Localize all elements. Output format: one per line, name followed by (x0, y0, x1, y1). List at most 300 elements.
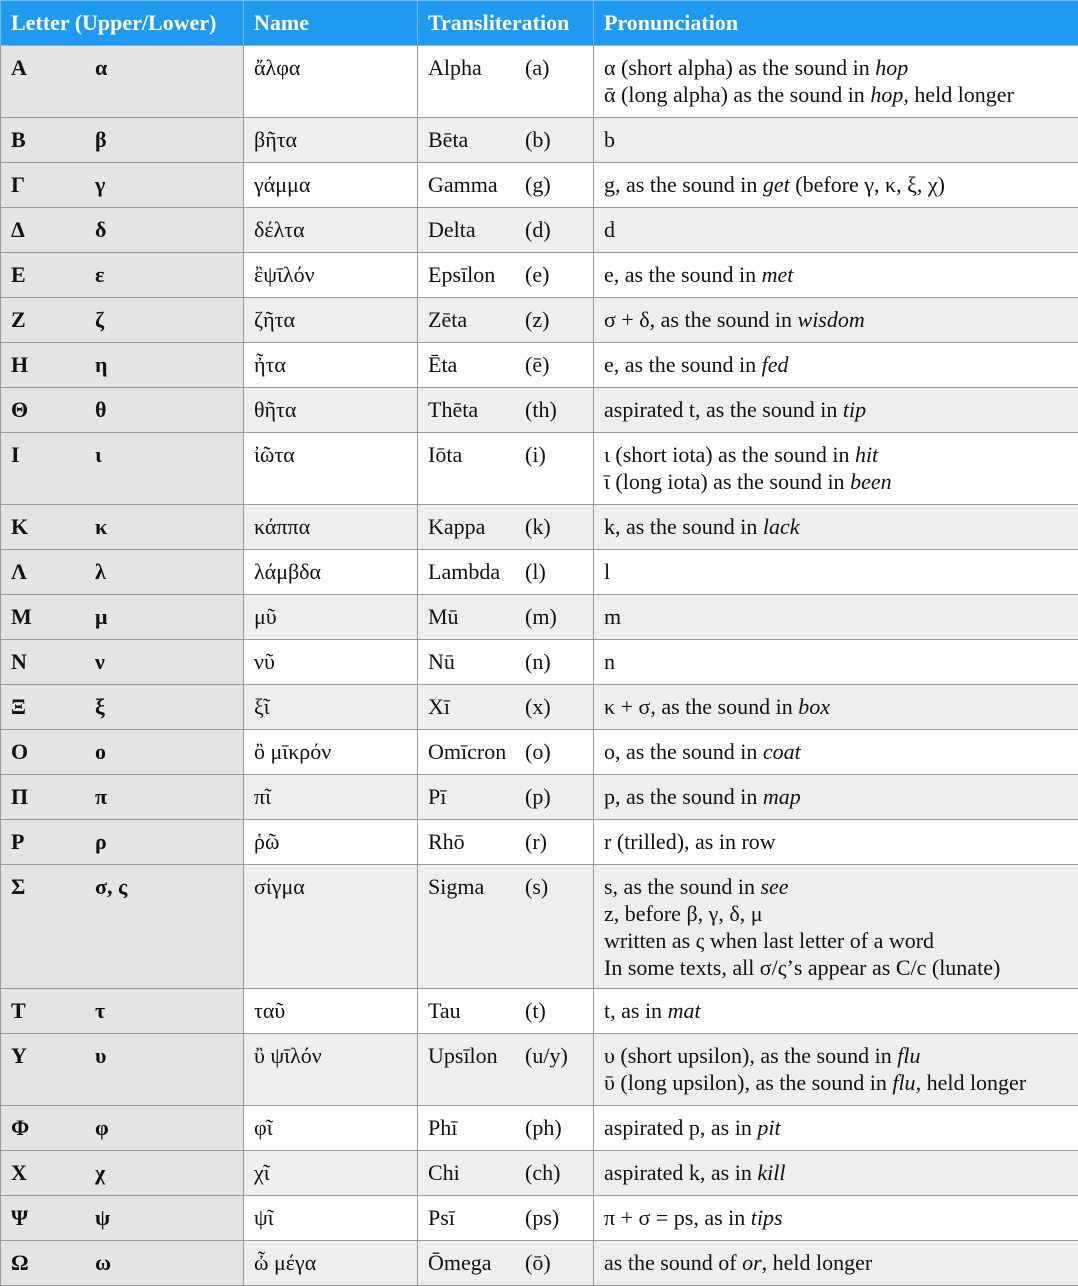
transliterated-name: Nū (428, 648, 525, 675)
pronunciation-text: ι (short iota) as the sound in (604, 442, 855, 467)
uppercase-letter: Ο (11, 738, 95, 765)
uppercase-letter: Υ (11, 1042, 95, 1069)
pronunciation-text: t, as in (604, 998, 668, 1023)
pronunciation-line (604, 954, 1068, 981)
pronunciation-line (604, 603, 1068, 630)
letter-cell (1, 775, 244, 820)
pronunciation-line (604, 900, 1068, 927)
pronunciation-cell (594, 1241, 1078, 1286)
transliteration-cell (418, 118, 594, 163)
name-cell (244, 1151, 418, 1196)
example-word: get (763, 172, 790, 197)
letter-cell (1, 118, 244, 163)
example-word: hop (870, 82, 903, 107)
pronunciation-line (604, 693, 1068, 720)
letter-cell (1, 730, 244, 775)
name-cell (244, 505, 418, 550)
pronunciation-text: aspirated p, as in (604, 1115, 757, 1140)
name-cell (244, 208, 418, 253)
pronunciation-line (604, 351, 1068, 378)
pronunciation-text: p, as the sound in (604, 784, 763, 809)
pronunciation-line (604, 558, 1068, 585)
greek-name: χῖ (244, 1151, 417, 1192)
transliteration-cell (418, 1106, 594, 1151)
name-cell (244, 253, 418, 298)
pronunciation-cell (594, 595, 1078, 640)
name-cell (244, 1106, 418, 1151)
name-cell (244, 1196, 418, 1241)
uppercase-letter: Ξ (11, 693, 95, 720)
table-row (1, 505, 1078, 550)
transliteration-cell (418, 208, 594, 253)
letter-cell (1, 388, 244, 433)
letter-cell (1, 595, 244, 640)
pronunciation-text: κ + σ, as the sound in (604, 694, 798, 719)
greek-name: ψῖ (244, 1196, 417, 1237)
example-word: hop (875, 55, 908, 80)
table-row (1, 253, 1078, 298)
name-cell (244, 163, 418, 208)
latin-letter: (a) (525, 54, 549, 81)
transliteration-cell (418, 343, 594, 388)
pronunciation-line (604, 1204, 1068, 1231)
pronunciation-text: g, as the sound in (604, 172, 763, 197)
greek-name: λάμβδα (244, 550, 417, 591)
pronunciation-text: l (604, 559, 610, 584)
lowercase-letter: ο (95, 738, 106, 765)
latin-letter: (l) (525, 558, 546, 585)
pronunciation-text: , held longer (916, 1070, 1027, 1095)
table-row (1, 433, 1078, 505)
pronunciation-line (604, 441, 1068, 468)
greek-name: ὦ μέγα (244, 1241, 417, 1282)
lowercase-letter: χ (95, 1159, 105, 1186)
uppercase-letter: Θ (11, 396, 95, 423)
example-word: hit (855, 442, 878, 467)
latin-letter: (th) (525, 396, 557, 423)
pronunciation-cell (594, 46, 1078, 118)
table-row (1, 118, 1078, 163)
letter-cell (1, 505, 244, 550)
pronunciation-cell (594, 298, 1078, 343)
transliterated-name: Zēta (428, 306, 525, 333)
table-row (1, 550, 1078, 595)
pronunciation-text: z, before β, γ, δ, μ (604, 901, 763, 926)
header-transliteration: Transliteration (418, 1, 594, 46)
pronunciation-line (604, 873, 1068, 900)
name-cell (244, 989, 418, 1034)
greek-name: δέλτα (244, 208, 417, 249)
transliteration-cell (418, 298, 594, 343)
transliteration-cell (418, 1151, 594, 1196)
pronunciation-line (604, 1042, 1068, 1069)
pronunciation-cell (594, 550, 1078, 595)
transliterated-name: Phī (428, 1114, 525, 1141)
greek-name: βῆτα (244, 118, 417, 159)
transliteration-cell (418, 550, 594, 595)
latin-letter: (ō) (525, 1249, 551, 1276)
lowercase-letter: λ (95, 558, 106, 585)
table-row (1, 1034, 1078, 1106)
pronunciation-cell (594, 989, 1078, 1034)
uppercase-letter: Ρ (11, 828, 95, 855)
pronunciation-cell (594, 1106, 1078, 1151)
transliteration-cell (418, 505, 594, 550)
pronunciation-cell (594, 730, 1078, 775)
pronunciation-text: b (604, 127, 615, 152)
latin-letter: (z) (525, 306, 549, 333)
pronunciation-text: e, as the sound in (604, 352, 762, 377)
example-word: pit (757, 1115, 780, 1140)
transliteration-cell (418, 388, 594, 433)
example-word: flu (897, 1043, 920, 1068)
example-word: fed (762, 352, 789, 377)
latin-letter: (ē) (525, 351, 549, 378)
greek-name: ἦτα (244, 343, 417, 384)
pronunciation-cell (594, 1034, 1078, 1106)
pronunciation-text: s, as the sound in (604, 874, 760, 899)
transliterated-name: Lambda (428, 558, 525, 585)
transliteration-cell (418, 640, 594, 685)
transliteration-cell (418, 163, 594, 208)
pronunciation-cell (594, 163, 1078, 208)
greek-name: γάμμα (244, 163, 417, 204)
name-cell (244, 388, 418, 433)
pronunciation-text: ῡ (long upsilon), as the sound in (604, 1070, 892, 1095)
transliteration-cell (418, 775, 594, 820)
pronunciation-line (604, 54, 1068, 81)
uppercase-letter: Σ (11, 873, 95, 900)
transliterated-name: Epsīlon (428, 261, 525, 288)
transliterated-name: Rhō (428, 828, 525, 855)
pronunciation-text: d (604, 217, 615, 242)
name-cell (244, 865, 418, 989)
latin-letter: (ch) (525, 1159, 560, 1186)
pronunciation-cell (594, 505, 1078, 550)
letter-cell (1, 989, 244, 1034)
transliterated-name: Omīcron (428, 738, 525, 765)
table-row (1, 865, 1078, 989)
pronunciation-text: e, as the sound in (604, 262, 762, 287)
greek-name: ἰῶτα (244, 433, 417, 474)
uppercase-letter: Ζ (11, 306, 95, 333)
greek-name: σίγμα (244, 865, 417, 906)
pronunciation-line (604, 1069, 1068, 1096)
latin-letter: (s) (525, 873, 548, 900)
transliterated-name: Kappa (428, 513, 525, 540)
pronunciation-cell (594, 865, 1078, 989)
lowercase-letter: β (95, 126, 107, 153)
pronunciation-line (604, 1114, 1068, 1141)
letter-cell (1, 550, 244, 595)
lowercase-letter: π (95, 783, 107, 810)
example-word: kill (757, 1160, 785, 1185)
transliteration-cell (418, 253, 594, 298)
name-cell (244, 46, 418, 118)
transliteration-cell (418, 1196, 594, 1241)
pronunciation-line (604, 738, 1068, 765)
table-row (1, 46, 1078, 118)
letter-cell (1, 1151, 244, 1196)
letter-cell (1, 46, 244, 118)
table-row (1, 163, 1078, 208)
transliterated-name: Mū (428, 603, 525, 630)
latin-letter: (u/y) (525, 1042, 568, 1069)
name-cell (244, 820, 418, 865)
table-row (1, 820, 1078, 865)
lowercase-letter: γ (95, 171, 105, 198)
uppercase-letter: Ε (11, 261, 95, 288)
pronunciation-line (604, 927, 1068, 954)
pronunciation-cell (594, 433, 1078, 505)
lowercase-letter: υ (95, 1042, 106, 1069)
table-body (1, 46, 1078, 1286)
transliterated-name: Psī (428, 1204, 525, 1231)
name-cell (244, 685, 418, 730)
transliteration-cell (418, 1034, 594, 1106)
greek-name: πῖ (244, 775, 417, 816)
name-cell (244, 550, 418, 595)
lowercase-letter: σ, ς (95, 873, 127, 900)
name-cell (244, 1034, 418, 1106)
pronunciation-cell (594, 1196, 1078, 1241)
lowercase-letter: ν (95, 648, 105, 675)
letter-cell (1, 343, 244, 388)
latin-letter: (r) (525, 828, 547, 855)
transliterated-name: Tau (428, 997, 525, 1024)
uppercase-letter: Ι (11, 441, 95, 468)
pronunciation-text: k, as the sound in (604, 514, 763, 539)
pronunciation-text: In some texts, all σ/ς’s appear as C/c (lunate) (604, 955, 1000, 980)
letter-cell (1, 1241, 244, 1286)
pronunciation-text: (before γ, κ, ξ, χ) (790, 172, 945, 197)
greek-name: ταῦ (244, 989, 417, 1030)
uppercase-letter: Π (11, 783, 95, 810)
example-word: flu (892, 1070, 915, 1095)
example-word: see (760, 874, 788, 899)
pronunciation-line (604, 171, 1068, 198)
pronunciation-line (604, 783, 1068, 810)
table-row (1, 343, 1078, 388)
table-row (1, 775, 1078, 820)
transliteration-cell (418, 989, 594, 1034)
table-row (1, 1241, 1078, 1286)
pronunciation-line (604, 261, 1068, 288)
header-name: Name (244, 1, 418, 46)
pronunciation-text: α (short alpha) as the sound in (604, 55, 875, 80)
pronunciation-text: , held longer (903, 82, 1014, 107)
pronunciation-text: ῑ (long iota) as the sound in (604, 469, 850, 494)
letter-cell (1, 820, 244, 865)
letter-cell (1, 163, 244, 208)
latin-letter: (k) (525, 513, 551, 540)
latin-letter: (m) (525, 603, 557, 630)
pronunciation-text: o, as the sound in (604, 739, 763, 764)
uppercase-letter: Η (11, 351, 95, 378)
header-letter: Letter (Upper/Lower) (1, 1, 244, 46)
lowercase-letter: δ (95, 216, 106, 243)
example-word: wisdom (798, 307, 865, 332)
pronunciation-cell (594, 775, 1078, 820)
lowercase-letter: ι (95, 441, 102, 468)
lowercase-letter: ω (95, 1249, 111, 1276)
latin-letter: (ph) (525, 1114, 562, 1141)
uppercase-letter: Δ (11, 216, 95, 243)
pronunciation-line (604, 81, 1068, 108)
table-row (1, 388, 1078, 433)
lowercase-letter: α (95, 54, 107, 81)
letter-cell (1, 685, 244, 730)
greek-name: φῖ (244, 1106, 417, 1147)
name-cell (244, 343, 418, 388)
pronunciation-cell (594, 1151, 1078, 1196)
example-word: coat (763, 739, 801, 764)
pronunciation-line (604, 126, 1068, 153)
table-row (1, 298, 1078, 343)
name-cell (244, 1241, 418, 1286)
pronunciation-text: m (604, 604, 621, 629)
uppercase-letter: Κ (11, 513, 95, 540)
uppercase-letter: Ν (11, 648, 95, 675)
latin-letter: (g) (525, 171, 551, 198)
transliterated-name: Alpha (428, 54, 525, 81)
uppercase-letter: Ψ (11, 1204, 95, 1231)
uppercase-letter: Β (11, 126, 95, 153)
latin-letter: (t) (525, 997, 546, 1024)
transliteration-cell (418, 865, 594, 989)
latin-letter: (d) (525, 216, 551, 243)
letter-cell (1, 1034, 244, 1106)
greek-name: ξῖ (244, 685, 417, 726)
table-row (1, 1196, 1078, 1241)
uppercase-letter: Τ (11, 997, 95, 1024)
letter-cell (1, 1196, 244, 1241)
transliteration-cell (418, 433, 594, 505)
latin-letter: (o) (525, 738, 551, 765)
transliterated-name: Sigma (428, 873, 525, 900)
letter-cell (1, 865, 244, 989)
uppercase-letter: Α (11, 54, 95, 81)
letter-cell (1, 253, 244, 298)
lowercase-letter: ε (95, 261, 104, 288)
letter-cell (1, 208, 244, 253)
example-word: or (742, 1250, 762, 1275)
pronunciation-cell (594, 253, 1078, 298)
pronunciation-cell (594, 388, 1078, 433)
greek-name: θῆτα (244, 388, 417, 429)
latin-letter: (i) (525, 441, 546, 468)
letter-cell (1, 298, 244, 343)
latin-letter: (ps) (525, 1204, 559, 1231)
lowercase-letter: η (95, 351, 108, 378)
lowercase-letter: θ (95, 396, 106, 423)
lowercase-letter: ζ (95, 306, 104, 333)
pronunciation-cell (594, 343, 1078, 388)
example-word: tips (751, 1205, 783, 1230)
pronunciation-cell (594, 208, 1078, 253)
table-row (1, 730, 1078, 775)
transliterated-name: Ōmega (428, 1249, 525, 1276)
transliterated-name: Upsīlon (428, 1042, 525, 1069)
pronunciation-text: r (trilled), as in row (604, 829, 776, 854)
pronunciation-line (604, 997, 1068, 1024)
lowercase-letter: φ (95, 1114, 109, 1141)
example-word: lack (763, 514, 800, 539)
latin-letter: (n) (525, 648, 551, 675)
latin-letter: (b) (525, 126, 551, 153)
uppercase-letter: Χ (11, 1159, 95, 1186)
transliterated-name: Iōta (428, 441, 525, 468)
table-row (1, 1106, 1078, 1151)
example-word: box (798, 694, 830, 719)
lowercase-letter: τ (95, 997, 105, 1024)
header-row (1, 1, 1078, 46)
lowercase-letter: κ (95, 513, 107, 540)
name-cell (244, 118, 418, 163)
latin-letter: (p) (525, 783, 551, 810)
transliterated-name: Chi (428, 1159, 525, 1186)
pronunciation-line (604, 513, 1068, 540)
lowercase-letter: ρ (95, 828, 107, 855)
latin-letter: (e) (525, 261, 549, 288)
transliterated-name: Gamma (428, 171, 525, 198)
pronunciation-line (604, 1249, 1068, 1276)
pronunciation-line (604, 306, 1068, 333)
example-word: tip (843, 397, 866, 422)
greek-name: ὒ ψῑλόν (244, 1034, 417, 1075)
pronunciation-line (604, 468, 1068, 495)
name-cell (244, 595, 418, 640)
greek-name: ἒψῑλόν (244, 253, 417, 294)
uppercase-letter: Μ (11, 603, 95, 630)
pronunciation-text: as the sound of (604, 1250, 742, 1275)
pronunciation-line (604, 1159, 1068, 1186)
lowercase-letter: ψ (95, 1204, 110, 1231)
pronunciation-text: , held longer (762, 1250, 873, 1275)
pronunciation-line (604, 216, 1068, 243)
greek-name: ζῆτα (244, 298, 417, 339)
pronunciation-cell (594, 820, 1078, 865)
transliterated-name: Ēta (428, 351, 525, 378)
transliteration-cell (418, 730, 594, 775)
pronunciation-line (604, 828, 1068, 855)
pronunciation-text: υ (short upsilon), as the sound in (604, 1043, 897, 1068)
pronunciation-line (604, 648, 1068, 675)
transliterated-name: Thēta (428, 396, 525, 423)
table-row (1, 685, 1078, 730)
letter-cell (1, 640, 244, 685)
letter-cell (1, 433, 244, 505)
greek-name: ῥῶ (244, 820, 417, 861)
name-cell (244, 433, 418, 505)
table-row (1, 989, 1078, 1034)
transliterated-name: Delta (428, 216, 525, 243)
table-row (1, 1151, 1078, 1196)
greek-name: ἄλφα (244, 46, 417, 87)
transliteration-cell (418, 820, 594, 865)
pronunciation-text: π + σ = ps, as in (604, 1205, 751, 1230)
pronunciation-text: aspirated k, as in (604, 1160, 757, 1185)
greek-name: μῦ (244, 595, 417, 636)
example-word: map (763, 784, 801, 809)
letter-cell (1, 1106, 244, 1151)
pronunciation-text: n (604, 649, 615, 674)
transliteration-cell (418, 685, 594, 730)
name-cell (244, 640, 418, 685)
transliteration-cell (418, 595, 594, 640)
uppercase-letter: Φ (11, 1114, 95, 1141)
transliterated-name: Bēta (428, 126, 525, 153)
